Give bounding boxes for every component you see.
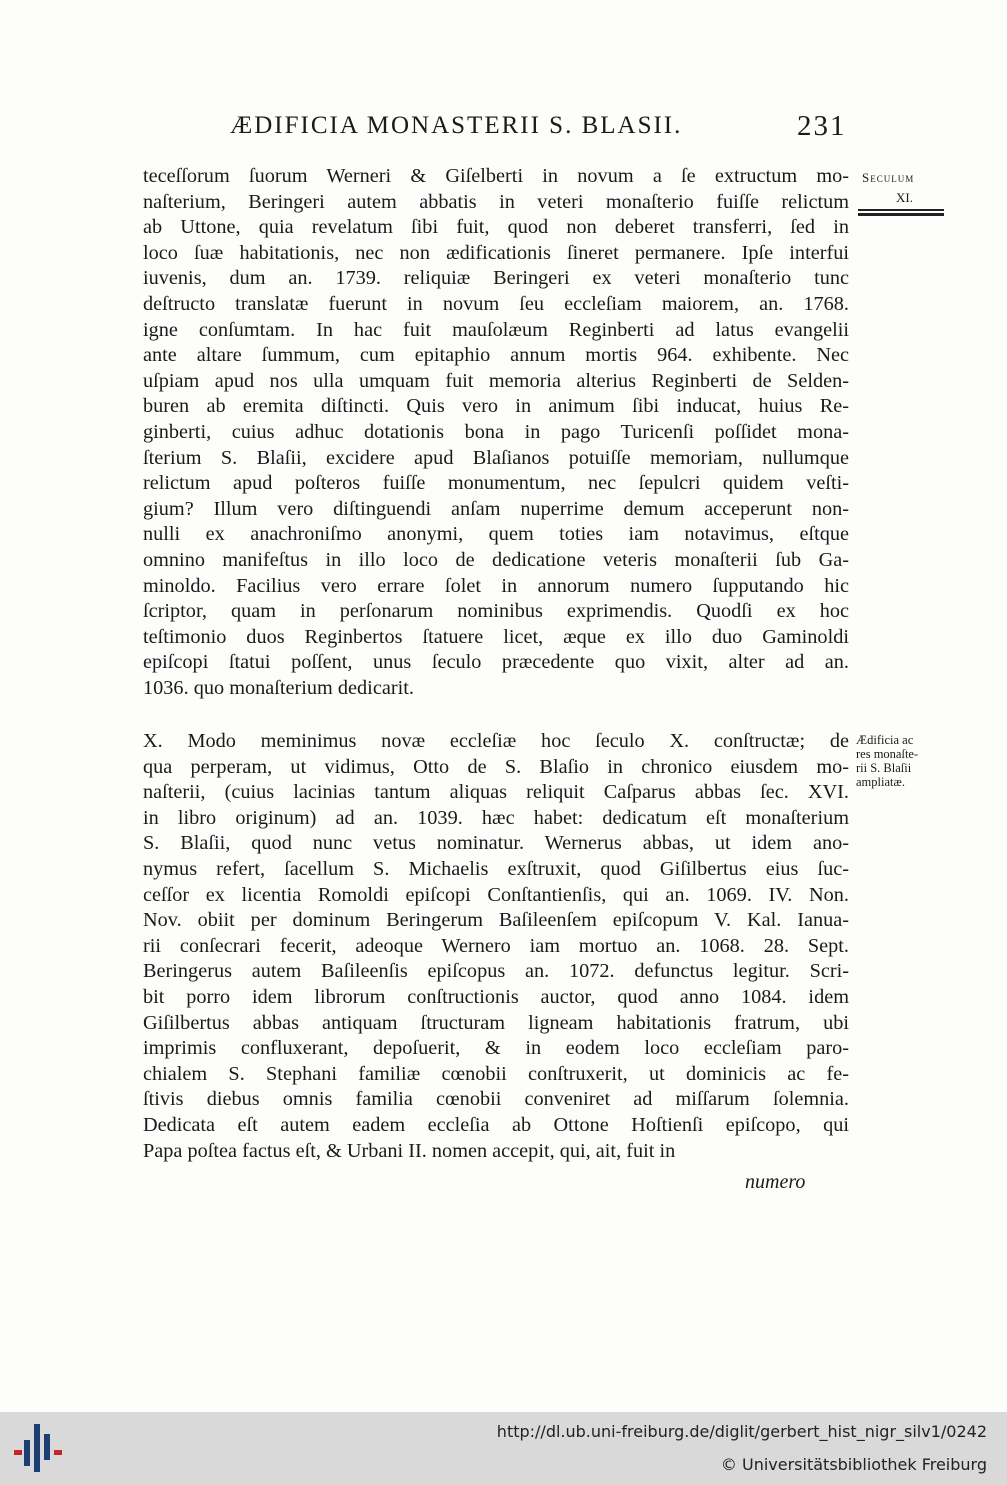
paragraph-2 bbox=[143, 729, 849, 1164]
text-line: imprimis confluxerant, depoſuerit, & in eodem loco eccleſiam paro- bbox=[143, 1037, 849, 1060]
text-line: in libro originum) ad an. 1039. hæc habet: dedicatum eſt monaſterium bbox=[143, 806, 849, 829]
text-line: relictum apud poſteros fuiſſe monumentum, nec ſepulcri quidem veſti- bbox=[143, 472, 849, 495]
margin-note-seculum: Seculum bbox=[862, 170, 915, 185]
text-line: deſtructo translatæ fuerunt in novum ſeu eccleſiam maiorem, an. 1768. bbox=[143, 292, 849, 315]
text-line: Papa poſtea factus eſt, & Urbani II. nomen accepit, qui, ait, fuit in bbox=[143, 1139, 676, 1162]
page-number: 231 bbox=[797, 110, 847, 142]
text-line: Giſilbertus abbas antiquam ſtructuram ligneam habitationis fratrum, ubi bbox=[143, 1011, 849, 1034]
text-line: minoldo. Facilius vero errare ſolet in annorum numero ſupputando hic bbox=[143, 574, 849, 597]
margin-note-line: ampliatæ. bbox=[856, 775, 905, 789]
text-line: ſterium S. Blaſii, excidere apud Blaſianos potuiſſe memoriam, nullumque bbox=[143, 446, 849, 469]
footer-copyright: © Universitätsbibliothek Freiburg bbox=[720, 1455, 987, 1474]
text-line: ante altare ſummum, cum epitaphio annum mortis 964. exhibente. Nec bbox=[143, 344, 849, 367]
text-line: nymus refert, ſacellum S. Michaelis exſtruxit, quod Giſilbertus eius ſuc- bbox=[143, 857, 849, 880]
text-line: 1036. quo monaſterium dedicarit. bbox=[143, 676, 414, 699]
footer-url[interactable]: http://dl.ub.uni-freiburg.de/diglit/gerbert_hist_nigr_silv1/0242 bbox=[496, 1422, 987, 1441]
text-line: ceſſor ex licentia Romoldi epiſcopi Conſtantienſis, qui an. 1069. IV. Non. bbox=[143, 883, 849, 906]
text-line: Dedicata eſt autem eadem eccleſia ab Ottone Hoſtienſi epiſcopo, qui bbox=[143, 1113, 849, 1136]
text-line: gium? Illum vero diſtinguendi anſam nuperrime demum acceperunt non- bbox=[143, 497, 849, 520]
margin-note-line: Ædificia ac bbox=[856, 733, 914, 747]
margin-note-seculum-number: XI. bbox=[896, 190, 913, 205]
text-line: epiſcopi ſtatui poſſent, unus ſeculo præcedente quo vixit, alter ad an. bbox=[143, 651, 849, 674]
text-line: bit porro idem librorum conſtructionis auctor, quod anno 1084. idem bbox=[143, 985, 849, 1008]
margin-rule bbox=[858, 209, 944, 211]
text-line: rii conſecrari fecerit, adeoque Wernero iam mortuo an. 1068. 28. Sept. bbox=[143, 934, 849, 957]
text-line: iuvenis, dum an. 1739. reliquiæ Beringeri ex veteri monaſterio tunc bbox=[143, 267, 849, 290]
catchword: numero bbox=[745, 1171, 806, 1193]
text-line: ſtivis diebus omnis familia cœnobii conveniret ad miſſarum ſolemnia. bbox=[143, 1088, 849, 1111]
margin-note-edificia bbox=[856, 733, 946, 789]
paragraph-1 bbox=[143, 164, 849, 701]
text-line: naſterii, (cuius lacinias tantum aliquas reliquit Caſparus abbas ſec. XVI. bbox=[143, 781, 849, 804]
text-line: ſcriptor, quam in perſonarum nominibus exprimendis. Quodſi ex hoc bbox=[143, 600, 849, 623]
text-line: S. Blaſii, quod nunc vetus nominatur. Wernerus abbas, ut idem ano- bbox=[143, 832, 849, 855]
text-line: teſtimonio duos Reginbertos ſtatuere licet, æque ex illo duo Gaminoldi bbox=[143, 625, 849, 648]
text-line: X. Modo meminimus novæ eccleſiæ hoc ſeculo X. conſtructæ; de bbox=[143, 730, 849, 752]
text-line: buren ab eremita diſtincti. Quis vero in animum ſibi inducat, huius Re- bbox=[143, 395, 849, 418]
text-line: uſpiam apud nos ulla umquam fuit memoria alterius Reginberti de Selden- bbox=[143, 369, 849, 392]
text-line: omnino manifeſtus in illo loco de dedicatione veteris monaſterii ſub Ga- bbox=[143, 548, 849, 571]
text-line: nulli ex anachroniſmo anonymi, quem toties iam notavimus, eſtque bbox=[143, 523, 849, 546]
margin-note-line: rii S. Blaſii bbox=[856, 761, 912, 775]
running-head: ÆDIFICIA MONASTERII S. BLASII. bbox=[230, 112, 683, 139]
text-line: qua perperam, ut vidimus, Otto de S. Blaſio in chronico eiusdem mo- bbox=[143, 755, 849, 778]
library-logo-icon bbox=[14, 1420, 64, 1476]
margin-note-line: res monaſte- bbox=[856, 747, 919, 761]
text-line: ginberti, cuius adhuc dotationis bona in pago Turicenſi poſſidet mona- bbox=[143, 420, 849, 443]
text-line: teceſſorum ſuorum Werneri & Giſelberti in novum a ſe extructum mo- bbox=[143, 165, 849, 187]
text-line: ab Uttone, quia revelatum ſibi fuit, quod non deberet transferri, ſed in bbox=[143, 216, 849, 239]
text-line: Beringerus autem Baſileenſis epiſcopus an. 1072. defunctus legitur. Scri- bbox=[143, 960, 849, 983]
text-line: chialem S. Stephani familiæ cœnobii conſtruxerit, ut dominicis ac fe- bbox=[143, 1062, 849, 1085]
text-line: naſterium, Beringeri autem abbatis in veteri monaſterio fuiſſe relictum bbox=[143, 190, 849, 213]
margin-rule-thick bbox=[858, 213, 944, 216]
text-line: igne conſumtam. In hac fuit mauſolæum Reginberti ad latus evangelii bbox=[143, 318, 849, 341]
text-line: loco ſuæ habitationis, nec non ædificationis ſineret permanere. Ipſe interfui bbox=[143, 241, 849, 264]
text-line: Nov. obiit per dominum Beringerum Baſileenſem epiſcopum V. Kal. Ianua- bbox=[143, 909, 849, 932]
